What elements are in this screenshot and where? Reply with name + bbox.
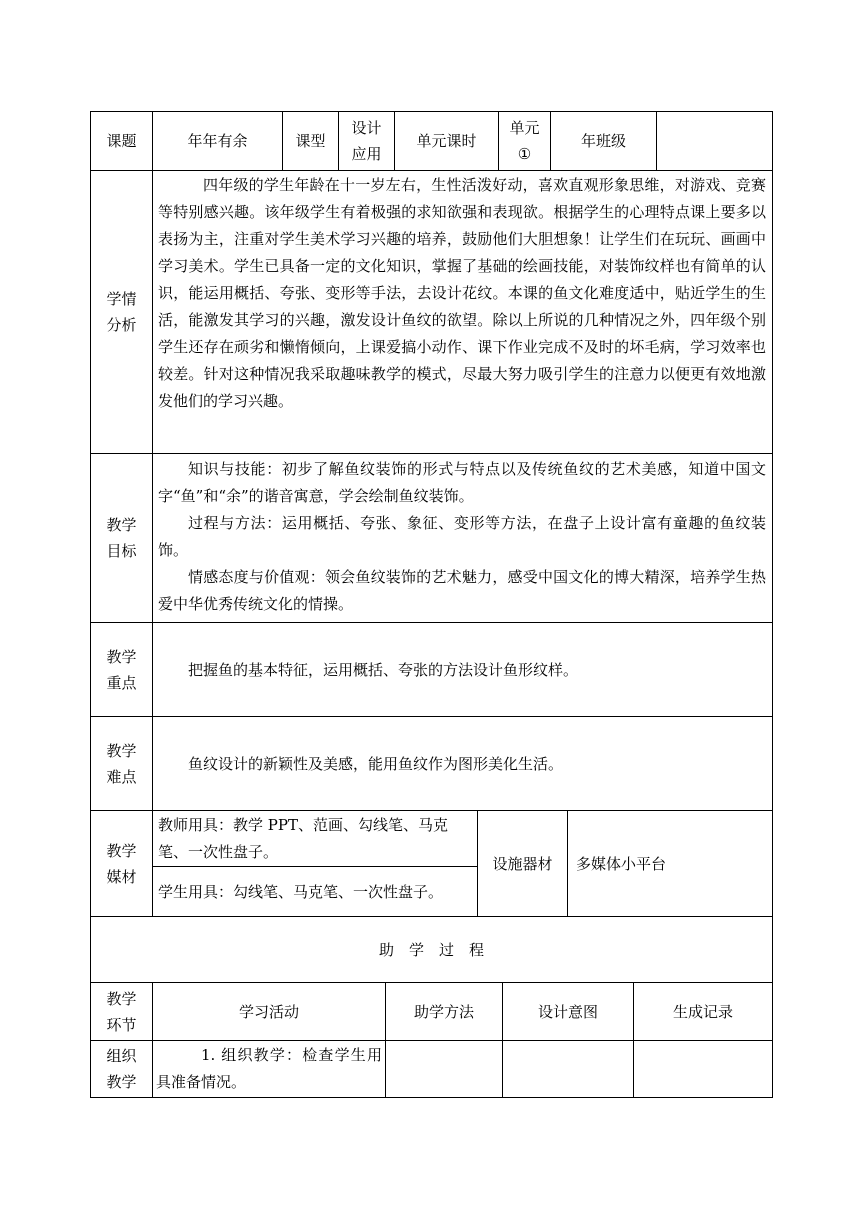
unit-hours-label: 单元课时	[416, 132, 477, 150]
key-points-text	[158, 623, 766, 716]
grade-class: 年班级	[580, 132, 626, 150]
facility-label: 设施器材	[492, 854, 553, 873]
col-intent: 设计意图	[537, 1002, 598, 1021]
objective-knowledge: 知识与技能：初步了解鱼纹装饰的形式与特点以及传统鱼纹的艺术美感，知道中国文字“鱼”和“余”的谐音寓意，学会绘制鱼纹装饰。	[158, 460, 766, 505]
table-rule	[90, 170, 773, 171]
topic-label: 课题	[106, 132, 137, 150]
facility-value: 多媒体小平台	[576, 854, 667, 873]
objective-process: 过程与方法：运用概括、夸张、象征、变形等方法，在盘子上设计富有童趣的鱼纹装饰。	[158, 514, 766, 559]
objective-emotion: 情感态度与价值观：领会鱼纹装饰的艺术魅力，感受中国文化的博大精深，培养学生热爱中华优秀传统文化的情操。	[158, 568, 766, 613]
topic-value: 年年有余	[187, 132, 248, 150]
table-border-right	[772, 111, 773, 1098]
teacher-tools: 教师用具：教学 PPT、范画、勾线笔、马克笔、一次性盘子。	[158, 816, 448, 861]
process-title: 助 学 过 程	[378, 940, 484, 959]
student-analysis-paragraph: 四年级的学生年龄在十一岁左右，生性活泼好动，喜欢直观形象思维，对游戏、竞赛等特别感兴趣。该年级学生有着极强的求知欲强和表现欲。根据学生的心理特点课上要多以表扬为主，注重对学生美术学习兴趣的培养，鼓励他们大胆想象！让学生们在玩玩、画画中学习美术。学生已具备一定的文化知识，掌握了基础的绘画技能，对装饰纹样也有简单的认识，能运用概括、夸张、变形等手法，去设计花纹。本课的鱼文化难度适中，贴近学生的生活，能激发其学习的兴趣，激发设计鱼纹的欲望。除以上所说的几种情况之外，四年级个别学生还存在顽劣和懒惰倾向，上课爱搞小动作、课下作业完成不及时的坏毛病，学习效率也较差。针对这种情况我采取趣味教学的模式，尽最大努力吸引学生的注意力以便更有效地激发他们的学习兴趣。	[158, 176, 766, 410]
lesson-type-value: 设计 应用	[351, 119, 382, 163]
unit-hours-value: 单元 ①	[509, 119, 540, 163]
key-points-label: 教学 重点	[106, 647, 137, 692]
table-rule	[90, 1097, 773, 1098]
col-method: 助学方法	[413, 1002, 474, 1021]
student-analysis-label: 学情 分析	[106, 290, 137, 334]
table-rule	[90, 453, 773, 454]
col-activity: 学习活动	[238, 1002, 299, 1021]
difficulties-label: 教学 难点	[106, 741, 137, 786]
media-label: 教学 媒材	[106, 841, 137, 886]
process-row-intent	[503, 1041, 633, 1097]
difficulties-value: 鱼纹设计的新颖性及美感，能用鱼纹作为图形美化生活。	[188, 754, 564, 773]
process-row-method	[386, 1041, 502, 1097]
process-row-record	[634, 1041, 772, 1097]
process-row-stage: 组织 教学	[106, 1047, 137, 1091]
objectives-text	[158, 456, 766, 618]
process-row-activity-text: 1. 组织教学：检查学生用具准备情况。	[156, 1046, 382, 1091]
key-points-value: 把握鱼的基本特征，运用概括、夸张的方法设计鱼形纹样。	[188, 660, 579, 679]
table-rule	[152, 170, 153, 916]
process-row-activity	[156, 1042, 382, 1096]
col-record: 生成记录	[672, 1002, 733, 1021]
difficulties-text	[158, 717, 766, 810]
blank-cell	[657, 112, 772, 170]
student-tools: 学生用具：勾线笔、马克笔、一次性盘子。	[158, 882, 444, 901]
student-analysis-text	[158, 172, 766, 415]
col-stage: 教学 环节	[106, 989, 137, 1034]
objectives-label: 教学 目标	[106, 516, 137, 560]
lesson-type-label: 课型	[295, 132, 326, 150]
